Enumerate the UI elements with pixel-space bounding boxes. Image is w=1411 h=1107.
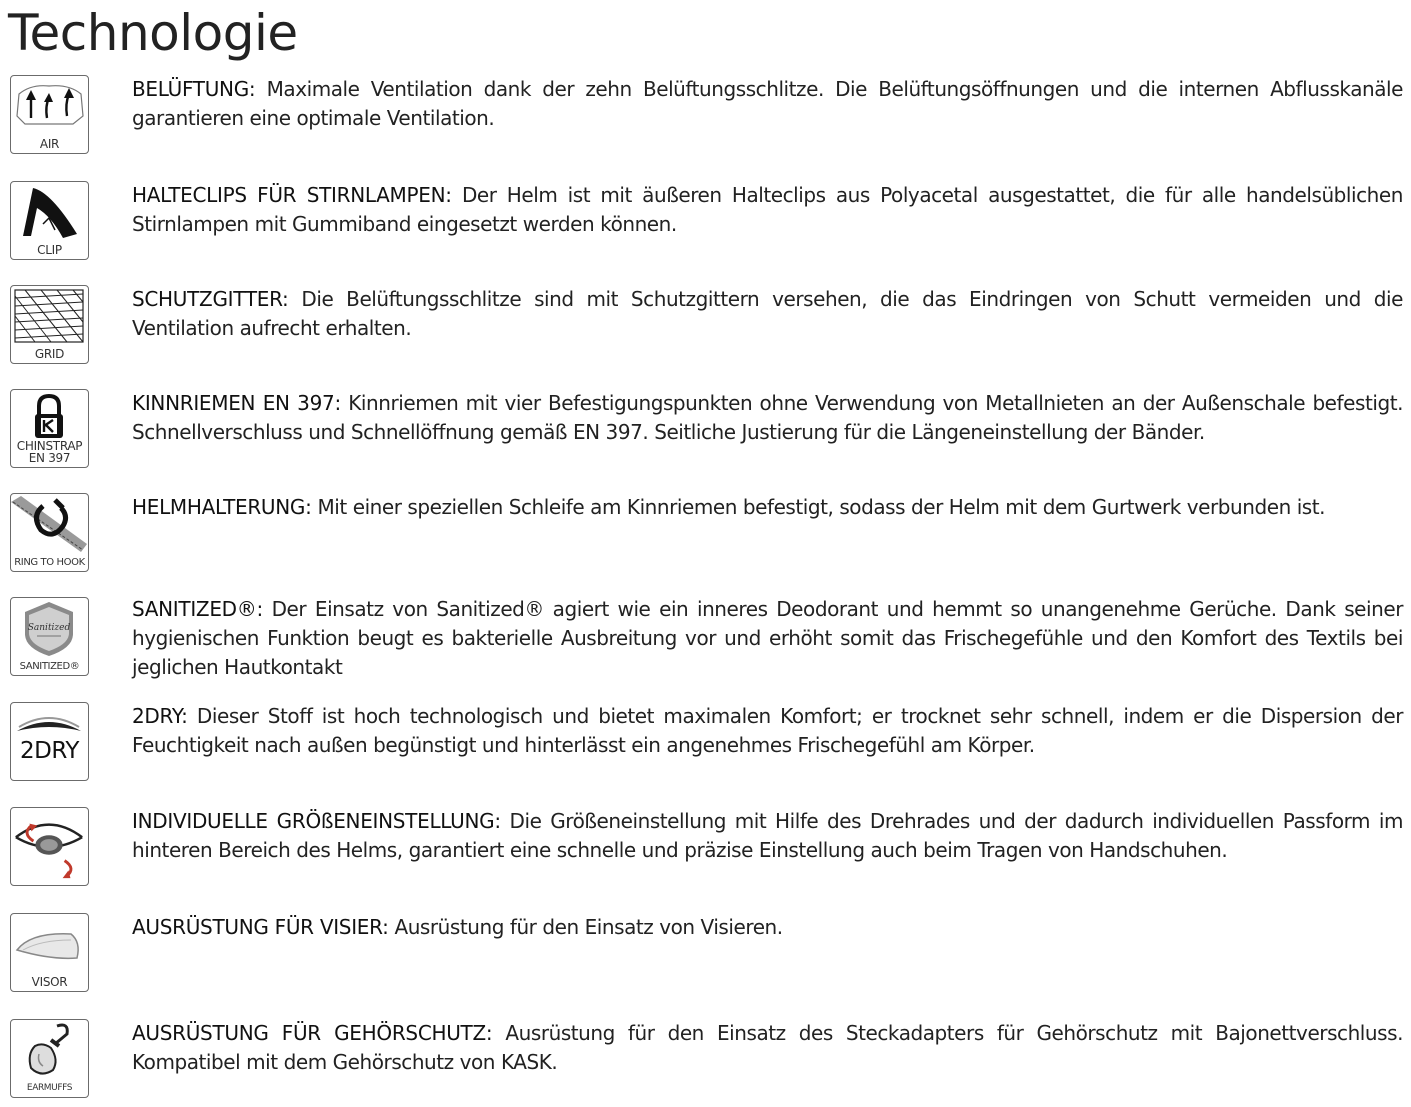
feature-description <box>132 181 1403 239</box>
icon-label: CLIP <box>37 243 62 257</box>
feature-icon-box <box>10 285 89 364</box>
feature-text: Der Helm ist mit äußeren Halteclips aus Polyacetal ausgestattet, die für alle handelsüblichen Stirnlampen mit Gummiband eingesetzt werden können. <box>132 183 1403 236</box>
feature-icon-box <box>10 493 89 572</box>
feature-icon-box <box>10 702 89 781</box>
feature-description <box>132 595 1403 682</box>
feature-heading: SANITIZED®: <box>132 597 263 621</box>
icon-label: 2DRY <box>20 738 79 764</box>
feature-description <box>132 285 1403 343</box>
air-vent-icon <box>11 76 87 136</box>
feature-text: Maximale Ventilation dank der zehn Belüftungsschlitze. Die Belüftungsöffnungen und die internen Abflusskanäle garantieren eine optimale Ventilation. <box>132 77 1403 130</box>
feature-text: Ausrüstung für den Einsatz des Steckadapters für Gehörschutz mit Bajonettverschluss. Kompatibel mit dem Gehörschutz von KASK. <box>132 1021 1403 1074</box>
feature-description <box>132 493 1403 522</box>
feature-heading: KINNRIEMEN EN 397: <box>132 391 341 415</box>
icon-label: EARMUFFS <box>26 1083 73 1093</box>
feature-text: Kinnriemen mit vier Befestigungspunkten ohne Verwendung von Metallnieten an der Außenschale befestigt. Schnellverschluss und Schnellöffnung gemäß EN 397. Seitliche Justierung für die Längeneinstellung der Bänder. <box>132 391 1403 444</box>
icon-label: SANITIZED® <box>19 661 80 672</box>
feature-icon-box <box>10 1019 89 1098</box>
feature-description <box>132 702 1403 760</box>
sanitized-badge-text: Sanitized <box>27 623 71 633</box>
feature-description <box>132 75 1403 133</box>
feature-heading: HELMHALTERUNG: <box>132 495 312 519</box>
feature-heading: INDIVIDUELLE GRÖßENEINSTELLUNG: <box>132 809 501 833</box>
earmuffs-icon <box>11 1020 87 1080</box>
sanitized-badge-icon <box>11 598 87 658</box>
icon-label: GRID <box>34 347 65 361</box>
page-title: Technologie <box>8 4 298 62</box>
feature-text: Die Größeneinstellung mit Hilfe des Drehrades und der dadurch individuellen Passform im hinteren Bereich des Helms, garantiert eine schnelle und präzise Einstellung auch beim Tragen von Handschuhen. <box>132 809 1403 862</box>
feature-description <box>132 913 1403 942</box>
feature-icon-box <box>10 181 89 260</box>
feature-heading: 2DRY: <box>132 704 188 728</box>
feature-icon-box <box>10 807 89 886</box>
feature-heading: HALTECLIPS FÜR STIRNLAMPEN: <box>132 183 452 207</box>
feature-icon-box <box>10 597 89 676</box>
grid-icon <box>11 286 87 346</box>
feature-heading: SCHUTZGITTER: <box>132 287 289 311</box>
size-adjustment-wheel-icon <box>11 808 87 884</box>
feature-text: Die Belüftungsschlitze sind mit Schutzgittern versehen, die das Eindringen von Schutt vermeiden und die Ventilation aufrecht erhalten. <box>132 287 1403 340</box>
feature-text: Dieser Stoff ist hoch technologisch und bietet maximalen Komfort; er trocknet sehr schnell, indem er die Dispersion der Feuchtigkeit nach außen begünstigt und hinterlässt ein angenehmes Frischegefühl am Körper. <box>132 704 1403 757</box>
feature-heading: AUSRÜSTUNG FÜR VISIER: <box>132 915 389 939</box>
feature-icon-box <box>10 75 89 154</box>
icon-label: AIR <box>39 137 60 151</box>
ring-to-hook-icon <box>11 494 87 554</box>
feature-text: Der Einsatz von Sanitized® agiert wie ein inneres Deodorant und hemmt so unangenehme Gerüche. Dank seiner hygienischen Funktion beugt es bakterielle Ausbreitung vor und erhöht somit das Frischegefühle und den Komfort des Textils bei jeglichen Hautkontakt <box>132 597 1403 679</box>
feature-icon-box <box>10 389 89 468</box>
feature-description <box>132 389 1403 447</box>
feature-icon-box <box>10 913 89 992</box>
icon-label: VISOR <box>31 975 68 989</box>
feature-heading: BELÜFTUNG: <box>132 77 256 101</box>
feature-heading: AUSRÜSTUNG FÜR GEHÖRSCHUTZ: <box>132 1021 493 1045</box>
feature-text: Ausrüstung für den Einsatz von Visieren. <box>394 915 783 939</box>
feature-text: Mit einer speziellen Schleife am Kinnriemen befestigt, sodass der Helm mit dem Gurtwerk verbunden ist. <box>317 495 1326 519</box>
icon-label-secondary: EN 397 <box>28 451 71 465</box>
clip-icon <box>11 182 87 242</box>
visor-icon <box>11 914 87 974</box>
feature-description <box>132 1019 1403 1077</box>
feature-description <box>132 807 1403 865</box>
icon-label: RING TO HOOK <box>14 557 85 568</box>
icon-label: CHINSTRAP <box>16 439 83 453</box>
